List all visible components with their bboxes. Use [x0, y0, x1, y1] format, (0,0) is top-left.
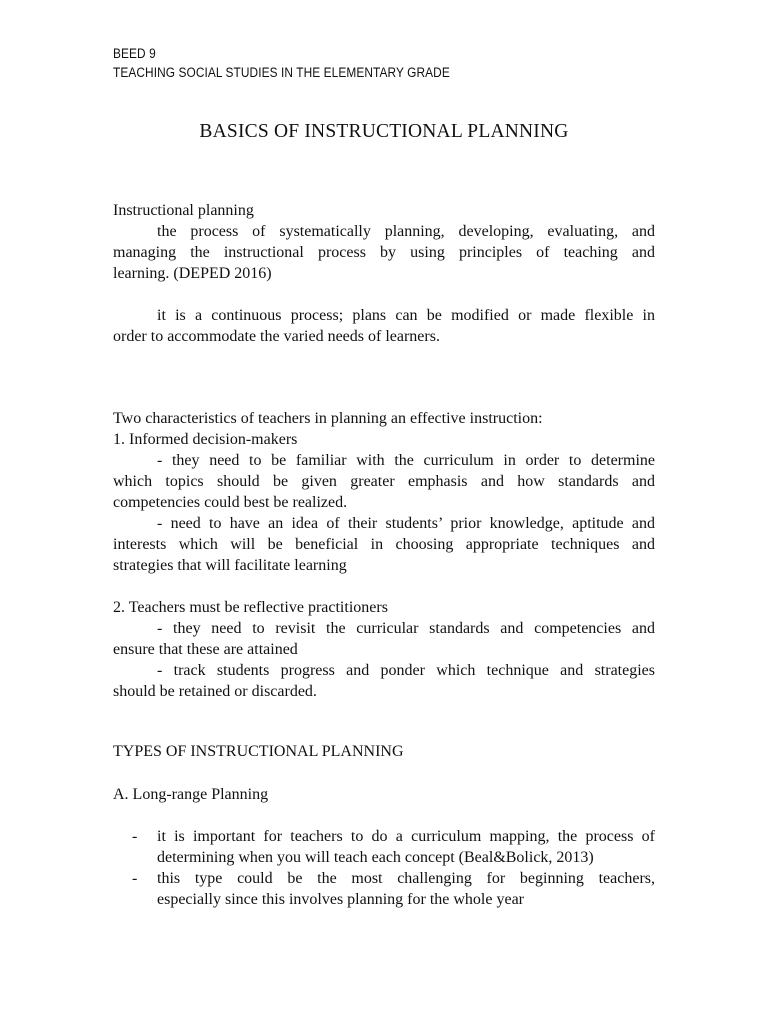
note-line: it is a continuous process; plans can be modified or made flexible in [157, 307, 655, 324]
item-heading: 2. Teachers must be reflective practitioners [113, 599, 388, 616]
course-title: TEACHING SOCIAL STUDIES IN THE ELEMENTARY GRADE [113, 65, 450, 80]
characteristics-intro: Two characteristics of teachers in planning an effective instruction: [113, 410, 543, 427]
section-heading: TYPES OF INSTRUCTIONAL PLANNING [113, 743, 404, 760]
paragraph-line: - need to have an idea of their students’ prior knowledge, aptitude and [157, 515, 655, 532]
paragraph-line: - track students progress and ponder which technique and strategies [157, 662, 655, 679]
paragraph-line: ensure that these are attained [113, 641, 298, 658]
bullet-line: this type could be the most challenging for beginning teachers, [157, 870, 655, 887]
bullet-line: it is important for teachers to do a curriculum mapping, the process of [157, 828, 655, 845]
definition-line: the process of systematically planning, developing, evaluating, and [157, 223, 655, 240]
paragraph-line: which topics should be given greater emphasis and how standards and [113, 473, 655, 490]
bullet-line: especially since this involves planning for the whole year [157, 891, 525, 908]
item-heading: 1. Informed decision-makers [113, 431, 298, 448]
definition-line: learning. (DEPED 2016) [113, 265, 272, 282]
bullet-line: determining when you will teach each concept (Beal&Bolick, 2013) [157, 849, 594, 866]
term-heading: Instructional planning [113, 202, 254, 219]
paragraph-line: interests which will be beneficial in choosing appropriate techniques and [113, 536, 655, 553]
paragraph-line: competencies could best be realized. [113, 494, 348, 511]
bullet-marker: - [132, 828, 138, 845]
page-title: BASICS OF INSTRUCTIONAL PLANNING [199, 121, 569, 142]
subsection-heading: A. Long-range Planning [113, 786, 269, 803]
course-code: BEED 9 [113, 46, 156, 61]
note-line: order to accommodate the varied needs of learners. [113, 328, 440, 345]
bullet-marker: - [132, 870, 138, 887]
paragraph-line: should be retained or discarded. [113, 683, 317, 700]
paragraph-line: - they need to revisit the curricular standards and competencies and [157, 620, 655, 637]
definition-line: managing the instructional process by using principles of teaching and [113, 244, 655, 261]
paragraph-line: - they need to be familiar with the curriculum in order to determine [157, 452, 655, 469]
paragraph-line: strategies that will facilitate learning [113, 557, 347, 574]
